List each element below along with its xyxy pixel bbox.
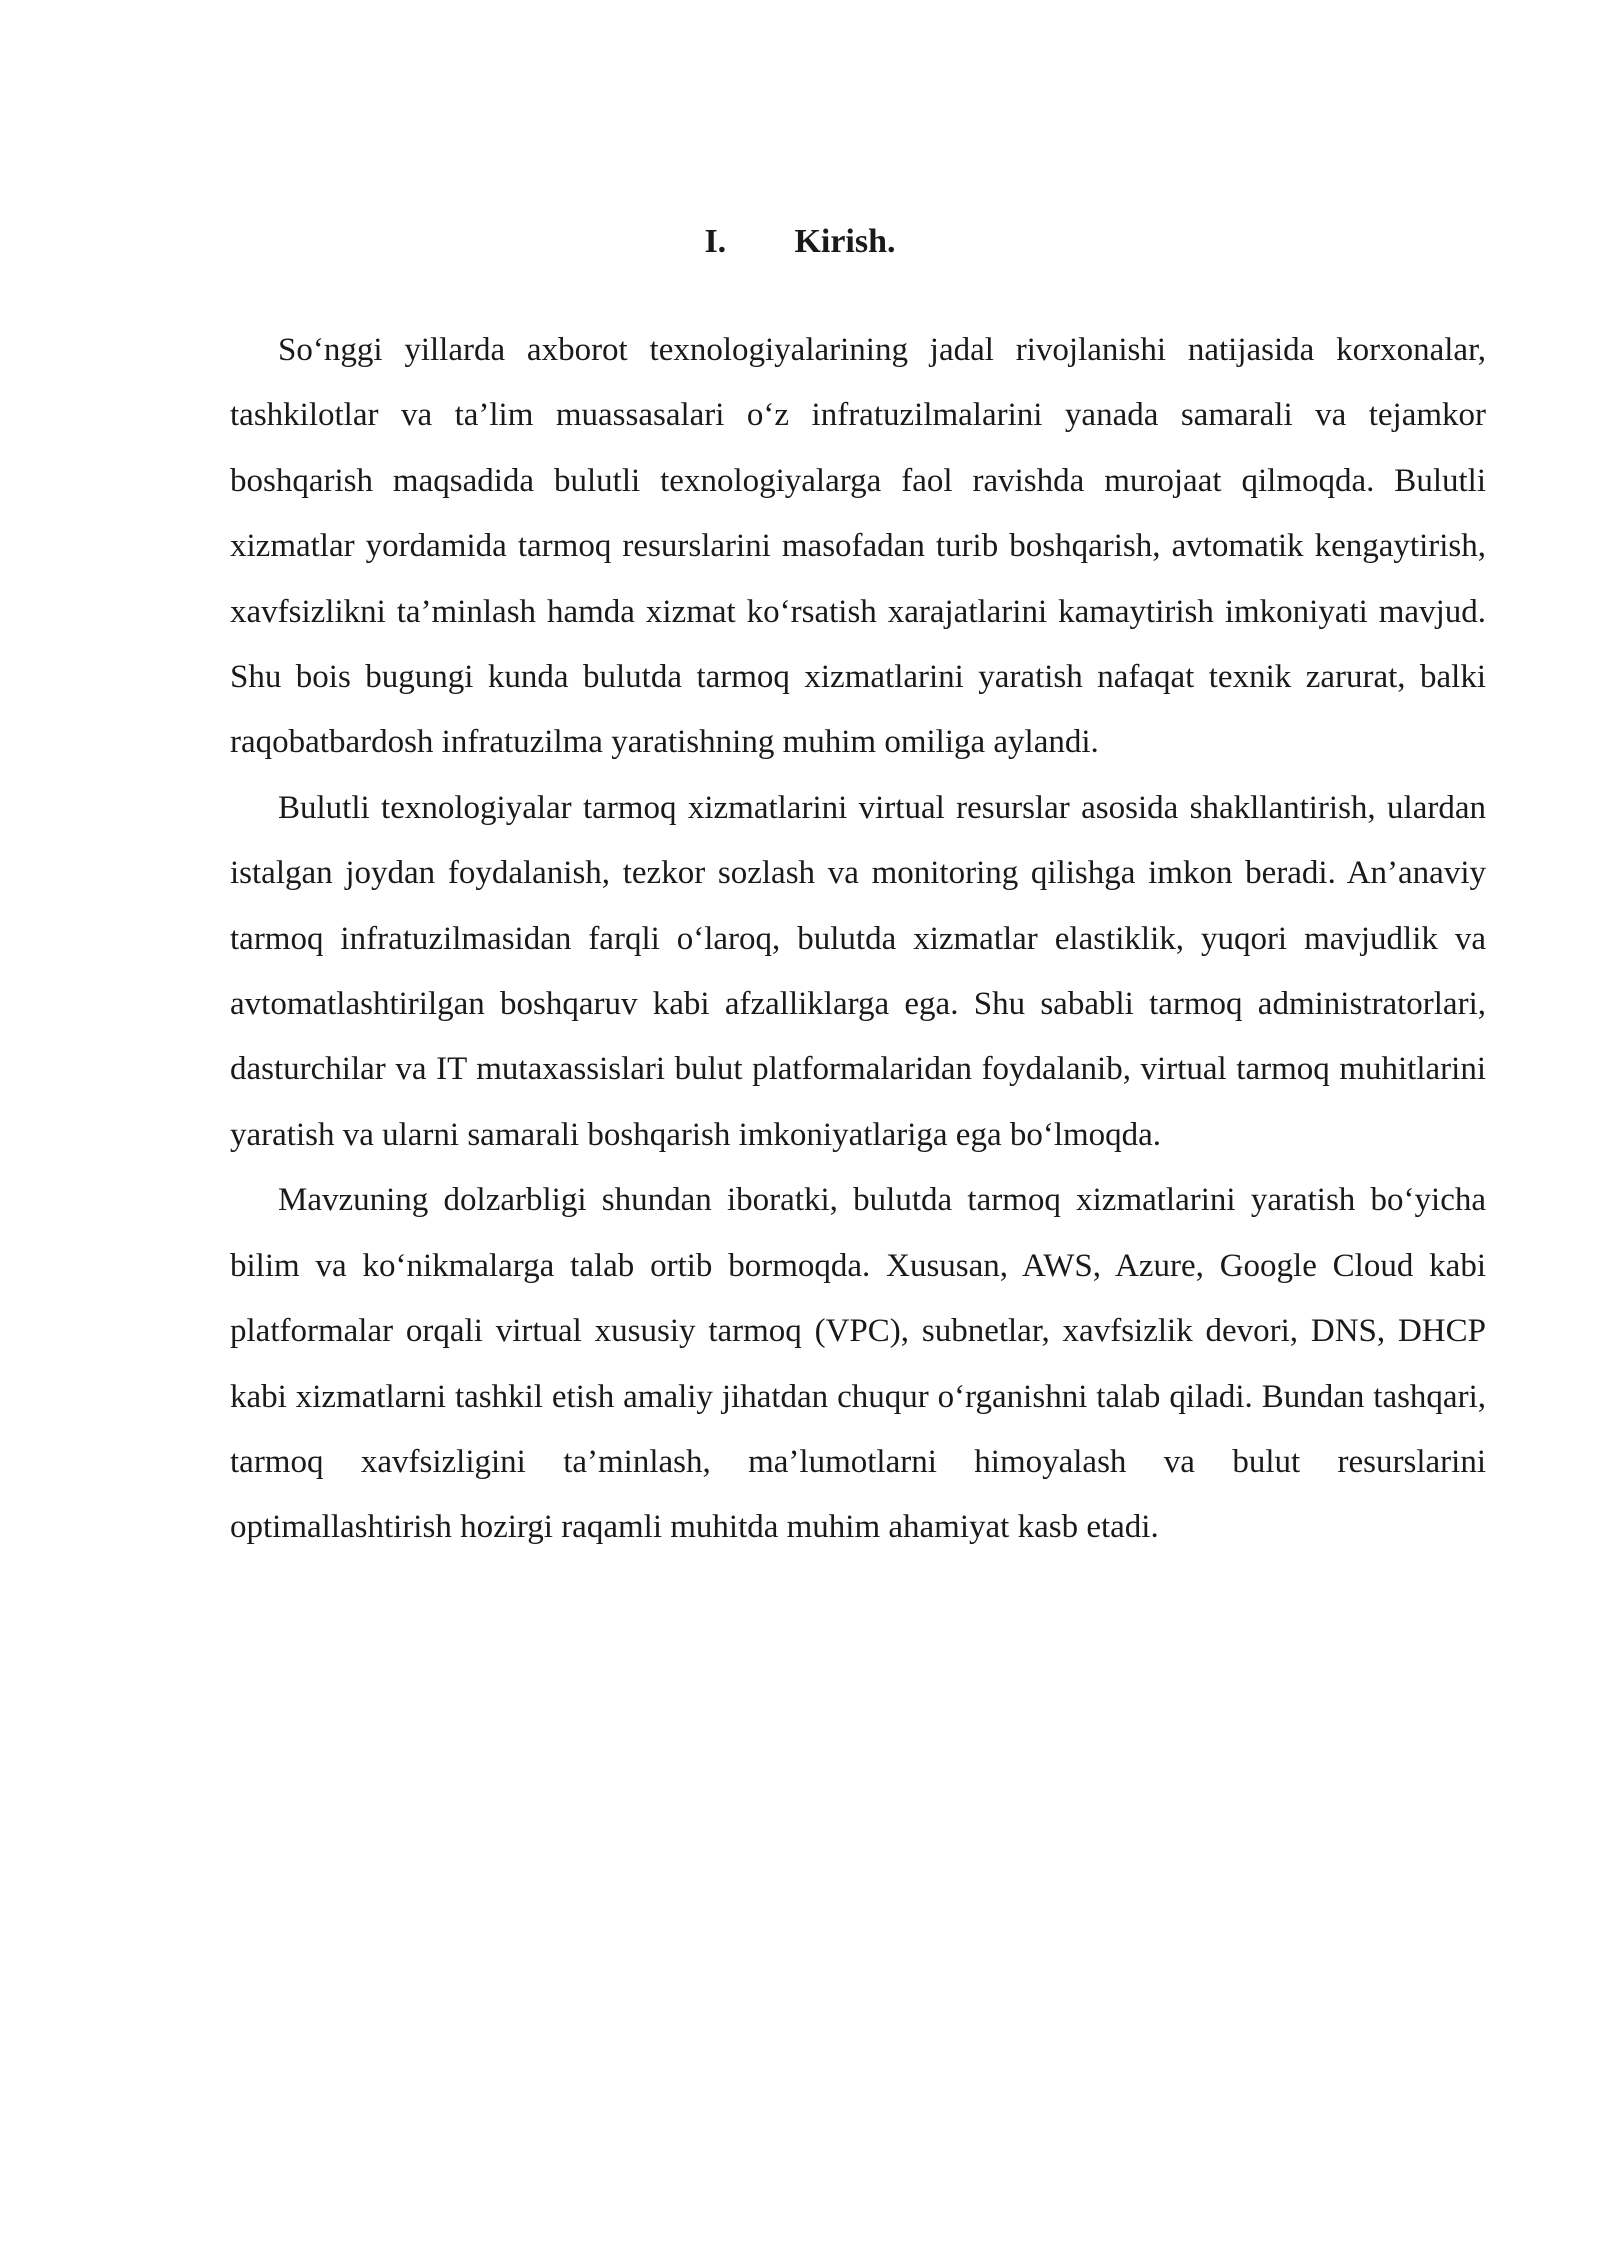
paragraph-3: Mavzuning dolzarbligi shundan iboratki, bulutda tarmoq xizmatlarini yaratish bo‘yicha bilim va ko‘nikmalarga talab ortib bormoqda. Xususan, AWS, Azure, Google Cloud kabi platformalar orqali virtual xususiy tarmoq (VPC), subnetlar, xavfsizlik devori, DNS, DHCP kabi xizmatlarni tashkil etish amaliy jihatdan chuqur o‘rganishni talab qiladi. Bundan tashqari, tarmoq xavfsizligini ta’minlash, ma’lumotlarni himoyalash va bulut resurslarini optimallashtirish hozirgi raqamli muhitda muhim ahamiyat kasb etadi. [230, 1182, 1486, 1546]
body-text [230, 318, 1486, 1561]
section-heading [0, 218, 1600, 266]
paragraph-1: So‘nggi yillarda axborot texnologiyalarining jadal rivojlanishi natijasida korxonalar, tashkilotlar va ta’lim muassasalari o‘z infratuzilmalarini yanada samarali va tejamkor boshqarish maqsadida bulutli texnologiyalarga faol ravishda murojaat qilmoqda. Bulutli xizmatlar yordamida tarmoq resurslarini masofadan turib boshqarish, avtomatik kengaytirish, xavfsizlikni ta’minlash hamda xizmat ko‘rsatish xarajatlarini kamaytirish imkoniyati mavjud. Shu bois bugungi kunda bulutda tarmoq xizmatlarini yaratish nafaqat texnik zarurat, balki raqobatbardosh infratuzilma yaratishning muhim omiliga aylandi. [230, 332, 1486, 761]
section-number: I. [704, 223, 727, 260]
paragraph-2: Bulutli texnologiyalar tarmoq xizmatlarini virtual resurslar asosida shakllantirish, ulardan istalgan joydan foydalanish, tezkor sozlash va monitoring qilishga imkon beradi. An’anaviy tarmoq infratuzilmasidan farqli o‘laroq, bulutda xizmatlar elastiklik, yuqori mavjudlik va avtomatlashtirilgan boshqaruv kabi afzalliklarga ega. Shu sababli tarmoq administratorlari, dasturchilar va IT mutaxassislari bulut platformalaridan foydalanib, virtual tarmoq muhitlarini yaratish va ularni samarali boshqarish imkoniyatlariga ega bo‘lmoqda. [230, 789, 1486, 1153]
section-title: Kirish. [794, 223, 896, 260]
